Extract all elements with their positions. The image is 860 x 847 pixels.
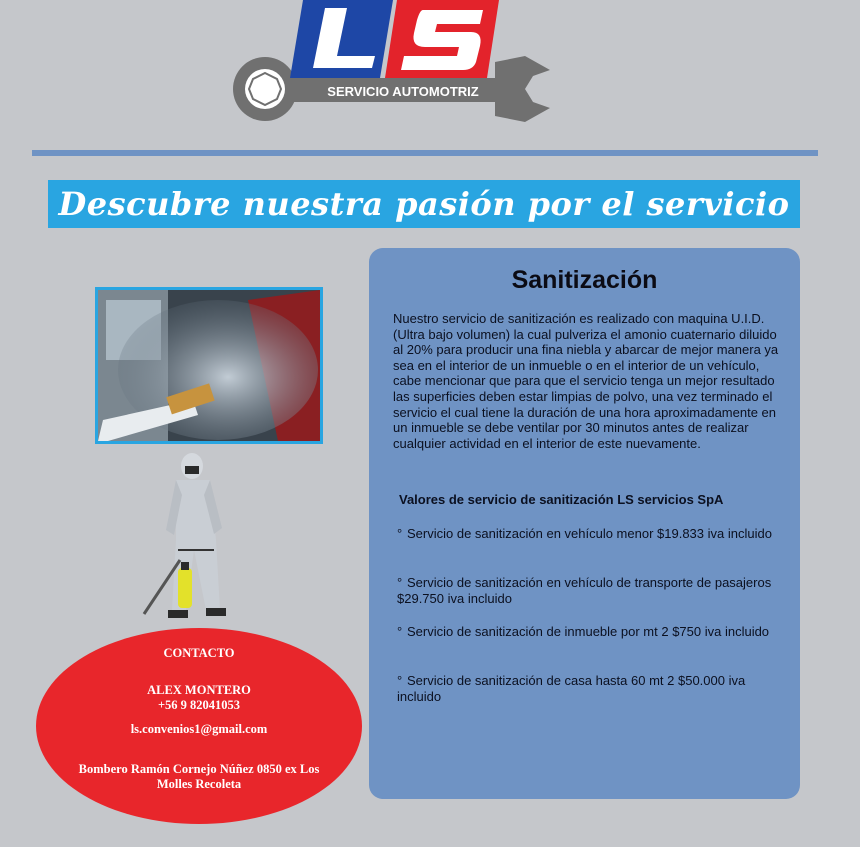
service-description: Nuestro servicio de sanitización es realizado con maquina U.I.D. (Ultra bajo volumen) la cual pulveriza el amonio cuaternario diluido al 20% para producir una fina niebla y abarcar de mejor manera ya sea en el interior de un inmueble o en el interior de un vehículo, cabe mencionar que para que el servicio tenga un mejor resultado las superficies deben estar limpias de polvo, una vez terminado el servicio el cual tiene la duración de una hora aproximadamente en un inmueble se debe ventilar por 30 minutos antes de realizar cualquier actividad en el interior de este nuevamente. bbox=[393, 311, 779, 451]
slogan-banner: Descubre nuestra pasión por el servicio bbox=[48, 180, 800, 228]
price-text: Servicio de sanitización en vehículo menor $19.833 iva incluido bbox=[407, 526, 772, 541]
price-text: Servicio de sanitización de inmueble por mt 2 $750 iva incluido bbox=[407, 624, 770, 639]
wrench-jaw-icon bbox=[495, 56, 550, 122]
contact-name: ALEX MONTERO bbox=[147, 683, 251, 697]
company-logo bbox=[225, 0, 555, 125]
logo-tagline: SERVICIO AUTOMOTRIZ bbox=[327, 84, 479, 99]
contact-address-line2: Molles Recoleta bbox=[156, 777, 242, 791]
price-item bbox=[397, 575, 782, 607]
contact-email[interactable]: ls.convenios1@gmail.com bbox=[130, 722, 268, 736]
sanitization-photo bbox=[95, 287, 323, 444]
price-bullet: ° bbox=[397, 575, 403, 590]
service-title: Sanitización bbox=[511, 266, 658, 294]
header-divider bbox=[32, 150, 818, 156]
contact-phone[interactable]: +56 9 82041053 bbox=[157, 698, 241, 712]
logo-graphic bbox=[225, 0, 555, 125]
prices-title: Valores de servicio de sanitización LS servicios SpA bbox=[399, 492, 724, 507]
price-text: Servicio de sanitización de casa hasta 60 mt 2 $50.000 iva incluido bbox=[397, 673, 746, 704]
contact-address-line1: Bombero Ramón Cornejo Núñez 0850 ex Los bbox=[78, 762, 320, 776]
price-text: Servicio de sanitización en vehículo de transporte de pasajeros $29.750 iva incluido bbox=[397, 575, 772, 606]
service-panel bbox=[369, 248, 800, 799]
contact-card bbox=[36, 628, 362, 824]
price-bullet: ° bbox=[397, 526, 403, 541]
price-item bbox=[397, 673, 782, 705]
contact-heading: CONTACTO bbox=[163, 646, 235, 660]
price-item bbox=[397, 526, 782, 542]
price-bullet: ° bbox=[397, 673, 403, 688]
price-item bbox=[397, 624, 782, 640]
worker-illustration bbox=[130, 450, 260, 632]
price-bullet: ° bbox=[397, 624, 403, 639]
